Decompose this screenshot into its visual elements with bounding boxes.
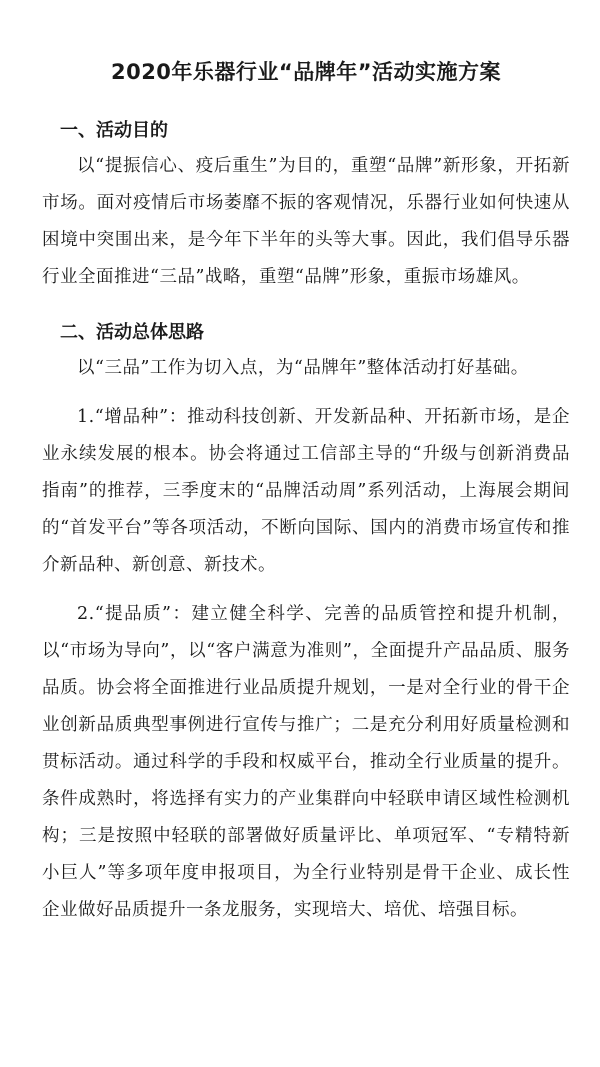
section-heading-purpose: 一、活动目的: [60, 120, 168, 141]
section-paragraph-intro: 以“三品”工作为切入点，为“品牌年”整体活动打好基础。: [77, 358, 529, 378]
section-heading-approach: 二、活动总体思路: [60, 322, 204, 343]
section-paragraph-purpose: 以“提振信心、疫后重生”为目的，重塑“品牌”新形象，开拓新市场。面对疫情后市场萎靡不振的客观情况，乐器行业如何快速从困境中突围出来，是今年下半年的头等大事。因此，我们倡导乐器行业全面推进“三品”战略，重塑“品牌”形象，重振市场雄风。: [42, 156, 570, 287]
section-paragraph-item1: 1.“增品种”：推动科技创新、开发新品种、开拓新市场，是企业永续发展的根本。协会将通过工信部主导的“升级与创新消费品指南”的推荐，三季度末的“品牌活动周”系列活动，上海展会期间的“首发平台”等各项活动，不断向国际、国内的消费市场宣传和推介新品种、新创意、新技术。: [42, 407, 570, 575]
document-title: 2020年乐器行业“品牌年”活动实施方案: [110, 60, 502, 84]
section-paragraph-item2: 2.“提品质”：建立健全科学、完善的品质管控和提升机制，以“市场为导向”，以“客户满意为准则”，全面提升产品品质、服务品质。协会将全面推进行业品质提升规划，一是对全行业的骨干企业创新品质典型事例进行宣传与推广；二是充分利用好质量检测和贯标活动。通过科学的手段和权威平台，推动全行业质量的提升。条件成熟时，将选择有实力的产业集群向中轻联申请区域性检测机构；三是按照中轻联的部署做好质量评比、单项冠军、“专精特新小巨人”等多项年度申报项目，为全行业特别是骨干企业、成长性企业做好品质提升一条龙服务，实现培大、培优、培强目标。: [42, 604, 570, 920]
